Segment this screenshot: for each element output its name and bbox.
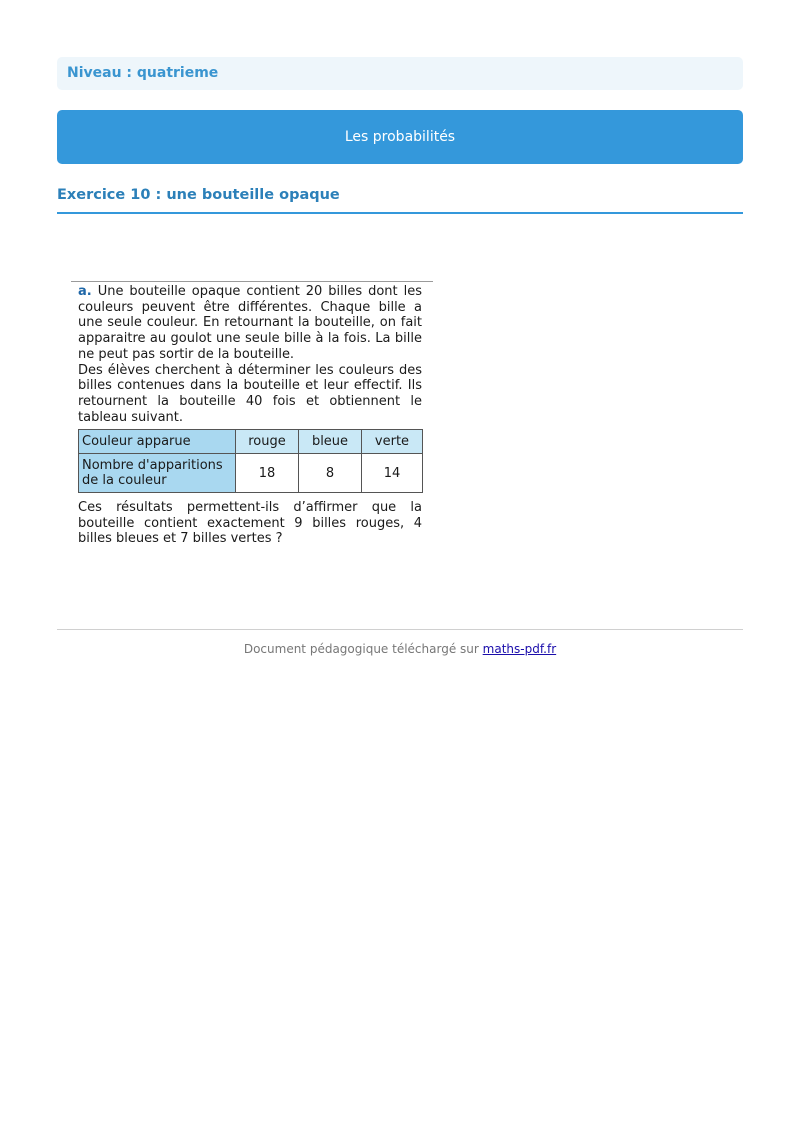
part-label: a.	[78, 284, 92, 299]
footer	[57, 641, 743, 657]
footer-divider	[57, 629, 743, 630]
level-box	[57, 57, 743, 90]
row-header-color: Couleur apparue	[79, 430, 236, 454]
question-text: Ces résultats permettent-ils d’affirmer que la bouteille contient exactement 9 billes rouges, 4 billes bleues et 7 billes vertes ?	[78, 500, 422, 547]
column-verte: verte	[362, 430, 423, 454]
count-verte: 14	[362, 454, 423, 493]
table-row	[79, 454, 423, 493]
count-bleue: 8	[299, 454, 362, 493]
count-rouge: 18	[236, 454, 299, 493]
results-table	[78, 429, 423, 493]
row-header-count: Nombre d'apparitions de la couleur	[79, 454, 236, 493]
footer-text: Document pédagogique téléchargé sur	[243, 642, 479, 656]
exercise-title: Exercice 10 : une bouteille opaque	[57, 187, 340, 203]
column-rouge: rouge	[236, 430, 299, 454]
intro-paragraph	[78, 284, 422, 363]
topic-banner	[57, 110, 743, 164]
exercise-statement	[78, 284, 422, 425]
experiment-paragraph: Des élèves cherchent à déterminer les couleurs des billes contenues dans la bouteille et leur effectif. Ils retournent la bouteille 40 fois et obtiennent le tableau suivant.	[78, 362, 422, 425]
title-divider	[57, 212, 743, 214]
footer-link[interactable]: maths-pdf.fr	[482, 642, 557, 656]
topic-title: Les probabilités	[344, 129, 456, 145]
table-row	[79, 430, 423, 454]
question-paragraph	[78, 500, 422, 547]
column-bleue: bleue	[299, 430, 362, 454]
intro-text: Une bouteille opaque contient 20 billes dont les couleurs peuvent être différentes. Chaque bille a une seule couleur. En retournant la bouteille, on fait apparaitre au goulot une seule bille à la fois. La bille ne peut pas sortir de la bouteille.	[78, 284, 422, 362]
level-label: Niveau : quatrieme	[67, 65, 219, 81]
scan-top-line	[71, 281, 433, 282]
exercise-scan	[71, 280, 433, 552]
